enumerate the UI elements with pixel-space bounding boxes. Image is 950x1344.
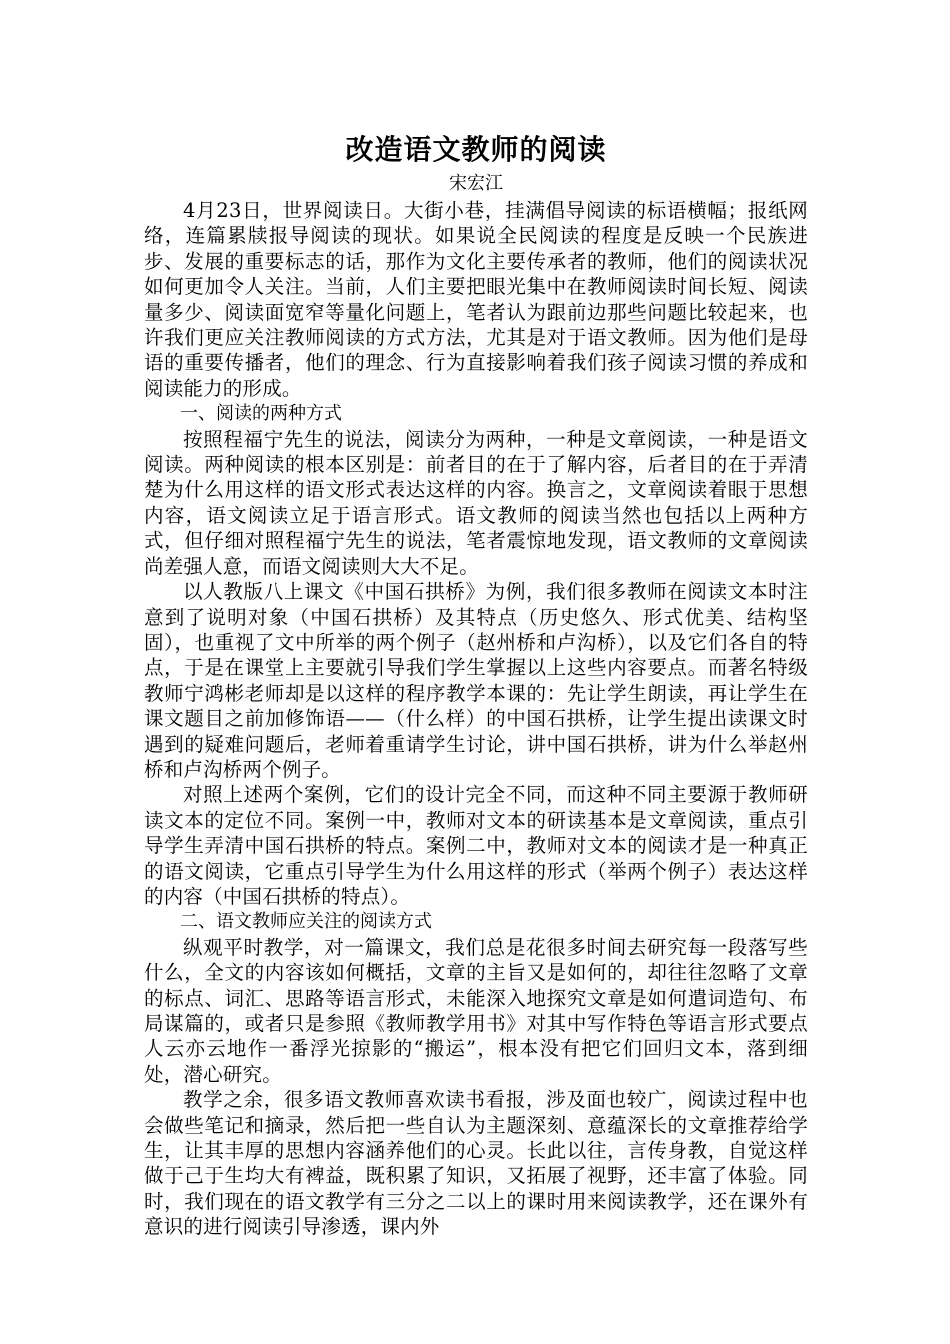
section-heading-1: 一、阅读的两种方式 xyxy=(180,403,342,425)
paragraph-2: 按照程福宁先生的说法，阅读分为两种，一种是文章阅读，一种是语文阅读。两种阅读的根本区别是：前者目的在于了解内容，后者目的在于弄清楚为什么用这样的语文形式表达这样的内容。换言之，文章阅读着眼于思想内容，语文阅读立足于语言形式。语文教师的阅读当然也包括以上两种方式，但仔细对照程福宁先生的说法，笔者震惊地发现，语文教师的文章阅读尚差强人意，而语文阅读则大大不足。 xyxy=(144,427,808,578)
paragraph-5: 纵观平时教学，对一篇课文，我们总是花很多时间去研究每一段落写些什么，全文的内容该如何概括，文章的主旨又是如何的，却往往忽略了文章的标点、词汇、思路等语言形式，未能深入地探究文章是如何遣词造句、布局谋篇的，或者只是参照《教师教学用书》对其中写作特色等语言形式要点人云亦云地作一番浮光掠影的“搬运”，根本没有把它们回归文本，落到细处，潜心研究。 xyxy=(144,935,808,1086)
paragraph-3: 以人教版八上课文《中国石拱桥》为例，我们很多教师在阅读文本时注意到了说明对象（中国石拱桥）及其特点（历史悠久、形式优美、结构坚固），也重视了文中所举的两个例子（赵州桥和卢沟桥），以及它们各自的特点，于是在课堂上主要就引导我们学生掌握以上这些内容要点。而著名特级教师宁鸿彬老师却是以这样的程序教学本课的：先让学生朗读，再让学生在课文题目之前加修饰语——（什么样）的中国石拱桥，让学生提出读课文时遇到的疑难问题后，老师着重请学生讨论，讲中国石拱桥，讲为什么举赵州桥和卢沟桥两个例子。 xyxy=(144,580,808,781)
section-heading-2: 二、语文教师应关注的阅读方式 xyxy=(180,911,432,933)
document-title: 改造语文教师的阅读 xyxy=(345,133,607,166)
document-body xyxy=(144,198,808,1240)
paragraph-1: 4月23日，世界阅读日。大街小巷，挂满倡导阅读的标语横幅；报纸网络，连篇累牍报导阅读的现状。如果说全民阅读的程度是反映一个民族进步、发展的重要标志的话，那作为文化主要传承者的教师，他们的阅读状况如何更加令人关注。当前，人们主要把眼光集中在教师阅读时间长短、阅读量多少、阅读面宽窄等量化问题上，笔者认为跟前边那些问题比较起来，也许我们更应关注教师阅读的方式方法，尤其是对于语文教师。因为他们是母语的重要传播者，他们的理念、行为直接影响着我们孩子阅读习惯的养成和阅读能力的形成。 xyxy=(144,199,808,400)
paragraph-6: 教学之余，很多语文教师喜欢读书看报，涉及面也较广，阅读过程中也会做些笔记和摘录，然后把一些自认为主题深刻、意蕴深长的文章推荐给学生，让其丰厚的思想内容涵养他们的心灵。长此以往，言传身教，自觉这样做于己于生均大有裨益，既积累了知识，又拓展了视野，还丰富了体验。同时，我们现在的语文教学有三分之二以上的课时用来阅读教学，还在课外有意识的进行阅读引导渗透，课内外 xyxy=(144,1088,808,1239)
document-author: 宋宏江 xyxy=(449,173,503,194)
document-page xyxy=(144,128,808,1240)
paragraph-4: 对照上述两个案例，它们的设计完全不同，而这种不同主要源于教师研读文本的定位不同。案例一中，教师对文本的研读基本是文章阅读，重点引导学生弄清中国石拱桥的特点。案例二中，教师对文本的阅读才是一种真正的语文阅读，它重点引导学生为什么用这样的形式（举两个例子）表达这样的内容（中国石拱桥的特点）。 xyxy=(144,783,808,908)
